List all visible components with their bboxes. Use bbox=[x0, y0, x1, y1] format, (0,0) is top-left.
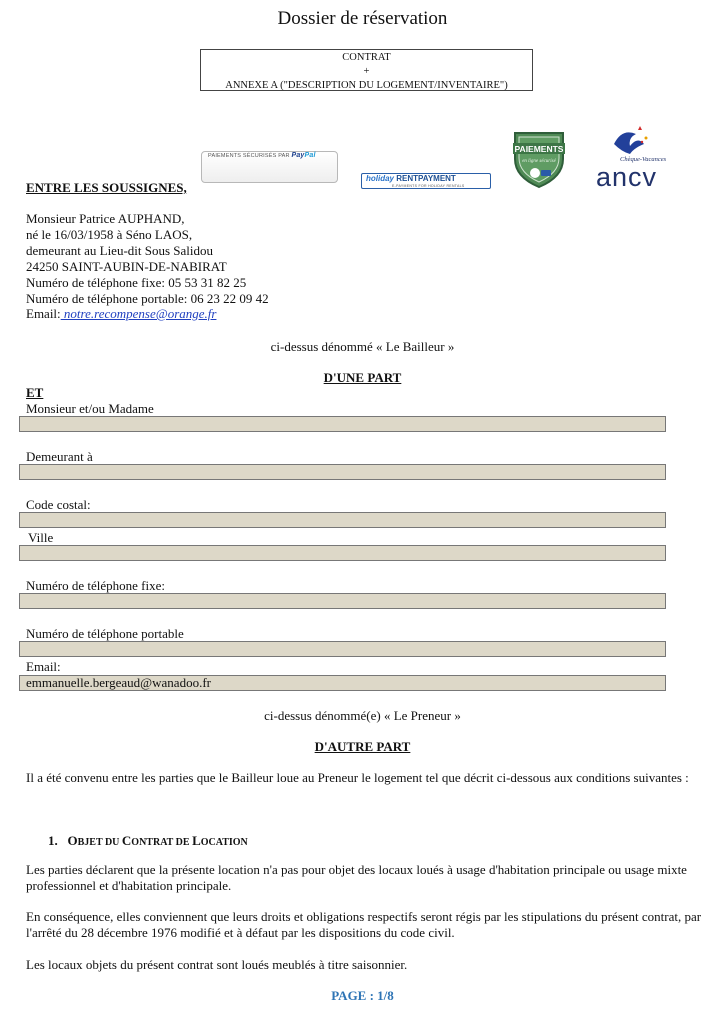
and-heading: ET bbox=[26, 385, 44, 400]
part-two-heading: D'AUTRE PART bbox=[314, 739, 411, 754]
tenant-postal-label: Code costal: bbox=[26, 497, 91, 512]
section-1-heading: 1. OBJET DU CONTRAT DE LOCATION bbox=[48, 833, 248, 848]
shield-subtitle: en ligne sécurisé bbox=[522, 159, 556, 164]
document-title: Dossier de réservation bbox=[277, 8, 448, 29]
tenant-city-field[interactable] bbox=[19, 545, 666, 561]
section-1-number: 1. bbox=[48, 833, 58, 848]
hrp-holiday-text: holiday bbox=[366, 174, 395, 183]
hrp-rent-text: RENTPAYMENT bbox=[396, 174, 456, 183]
between-heading: ENTRE LES SOUSSIGNES, bbox=[26, 180, 187, 195]
contract-line-2: + bbox=[363, 66, 370, 77]
tenant-email-field[interactable]: emmanuelle.bergeaud@wanadoo.fr bbox=[19, 675, 666, 691]
tenant-name-field[interactable] bbox=[19, 416, 666, 432]
tenant-city-label: Ville bbox=[28, 530, 54, 545]
section-1-paragraph-3: Les locaux objets du présent contrat sont loués meublés à titre saisonnier. bbox=[26, 957, 408, 972]
landlord-name: Monsieur Patrice AUPHAND, bbox=[26, 211, 185, 226]
agreement-paragraph: Il a été convenu entre les parties que le Bailleur loue au Preneur le logement tel que décrit ci-dessous aux conditions suivantes : bbox=[26, 770, 689, 785]
secure-payment-shield-icon bbox=[511, 129, 567, 189]
tenant-named-text: ci-dessus dénommé(e) « Le Preneur » bbox=[264, 708, 461, 723]
tenant-phone-fixed-label: Numéro de téléphone fixe: bbox=[26, 578, 165, 593]
landlord-email-label: Email: bbox=[26, 306, 61, 321]
tenant-phone-mobile-field[interactable] bbox=[19, 641, 666, 657]
holiday-rentpayment-logo bbox=[361, 173, 491, 189]
part-one-heading: D'UNE PART bbox=[323, 370, 402, 385]
landlord-email bbox=[26, 306, 216, 322]
paypal-brand: PayPal bbox=[291, 152, 316, 159]
tenant-address-field[interactable] bbox=[19, 464, 666, 480]
paypal-logo bbox=[201, 151, 338, 183]
contract-box bbox=[200, 49, 533, 91]
tenant-email-label: Email: bbox=[26, 659, 61, 674]
contract-line-3: ANNEXE A ("DESCRIPTION DU LOGEMENT/INVENTAIRE") bbox=[225, 80, 508, 91]
tenant-postal-field[interactable] bbox=[19, 512, 666, 528]
tenant-phone-fixed-field[interactable] bbox=[19, 593, 666, 609]
paypal-caption: PAIEMENTS SÉCURISÉS PAR bbox=[208, 153, 290, 159]
hrp-tagline: E-PAYMENTS FOR HOLIDAY RENTALS bbox=[392, 184, 465, 188]
section-1-paragraph-2: En conséquence, elles conviennent que leurs droits et obligations respectifs seront régis par les stipulations du présent contrat, par l'arrêté du 28 décembre 1976 modifié et à défaut par les dispositions du code civil. bbox=[26, 909, 702, 940]
tenant-name-label: Monsieur et/ou Madame bbox=[26, 401, 154, 416]
shield-title: PAIEMENTS bbox=[514, 144, 564, 154]
ancv-script: Chèque-Vacances bbox=[620, 156, 667, 163]
ancv-wordmark: ancv bbox=[596, 162, 658, 190]
landlord-address-2: 24250 SAINT-AUBIN-DE-NABIRAT bbox=[26, 259, 227, 274]
landlord-phone-mobile: Numéro de téléphone portable: 06 23 22 09 42 bbox=[26, 291, 269, 306]
landlord-email-link[interactable]: notre.recompense@orange.fr bbox=[60, 306, 217, 321]
landlord-born: né le 16/03/1958 à Séno LAOS, bbox=[26, 227, 193, 242]
contract-line-1: CONTRAT bbox=[342, 52, 391, 63]
landlord-named-text: ci-dessus dénommé « Le Bailleur » bbox=[270, 339, 455, 354]
ancv-logo bbox=[594, 124, 690, 190]
tenant-address-label: Demeurant à bbox=[26, 449, 93, 464]
page-number: PAGE : 1/8 bbox=[331, 988, 394, 1003]
section-1-paragraph-1: Les parties déclarent que la présente location n'a pas pour objet des locaux loués à usage d'habitation principale ou usage mixte professionnel et d'habitation principale. bbox=[26, 862, 687, 893]
landlord-phone-fixed: Numéro de téléphone fixe: 05 53 31 82 25 bbox=[26, 275, 247, 290]
tenant-phone-mobile-label: Numéro de téléphone portable bbox=[26, 626, 184, 641]
landlord-address-1: demeurant au Lieu-dit Sous Salidou bbox=[26, 243, 214, 258]
